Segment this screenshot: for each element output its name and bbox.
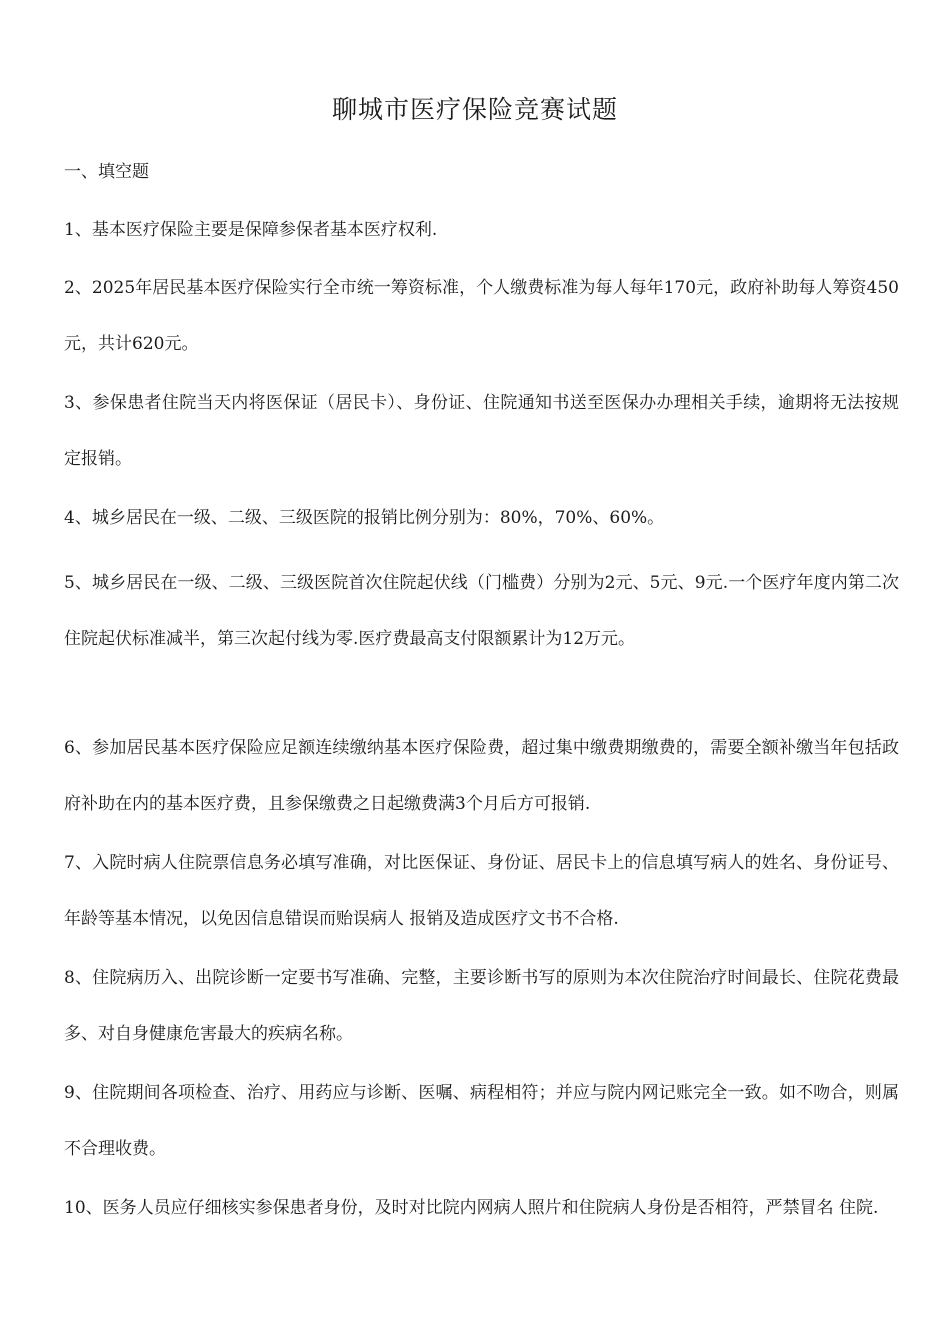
question-8: 8、住院病历入、出院诊断一定要书写准确、完整，主要诊断书写的原则为本次住院治疗时间最长、住院花费最多、对自身健康危害最大的疾病名称。 — [64, 968, 899, 1044]
question-1: 1、基本医疗保险主要是保障参保者基本医疗权利. — [64, 220, 438, 240]
question-6: 6、参加居民基本医疗保险应足额连续缴纳基本医疗保险费，超过集中缴费期缴费的，需要全额补缴当年包括政府补助在内的基本医疗费，且参保缴费之日起缴费满3个月后方可报销. — [64, 738, 899, 814]
question-9: 9、住院期间各项检查、治疗、用药应与诊断、医嘱、病程相符；并应与院内网记账完全一致。如不吻合，则属不合理收费。 — [64, 1083, 899, 1159]
document-title: 聊城市医疗保险竞赛试题 — [331, 95, 618, 124]
question-7: 7、入院时病人住院票信息务必填写准确，对比医保证、身份证、居民卡上的信息填写病人的姓名、身份证号、年龄等基本情况，以免因信息错误而贻误病人 报销及造成医疗文书不合格. — [64, 853, 899, 929]
question-4: 4、城乡居民在一级、二级、三级医院的报销比例分别为：80%，70%、60%。 — [64, 508, 665, 528]
question-5: 5、城乡居民在一级、二级、三级医院首次住院起伏线（门槛费）分别为2元、5元、9元.一个医疗年度内第二次住院起伏标准减半，第三次起付线为零.医疗费最高支付限额累计为12万元。 — [64, 573, 899, 649]
question-2: 2、2025年居民基本医疗保险实行全市统一筹资标准，个人缴费标准为每人每年170元，政府补助每人筹资450元，共计620元。 — [64, 278, 899, 354]
question-10: 10、医务人员应仔细核实参保患者身份，及时对比院内网病人照片和住院病人身份是否相符，严禁冒名 住院. — [64, 1198, 879, 1218]
question-3: 3、参保患者住院当天内将医保证（居民卡）、身份证、住院通知书送至医保办办理相关手续，逾期将无法按规定报销。 — [64, 393, 899, 469]
section-heading: 一、填空题 — [64, 162, 149, 182]
